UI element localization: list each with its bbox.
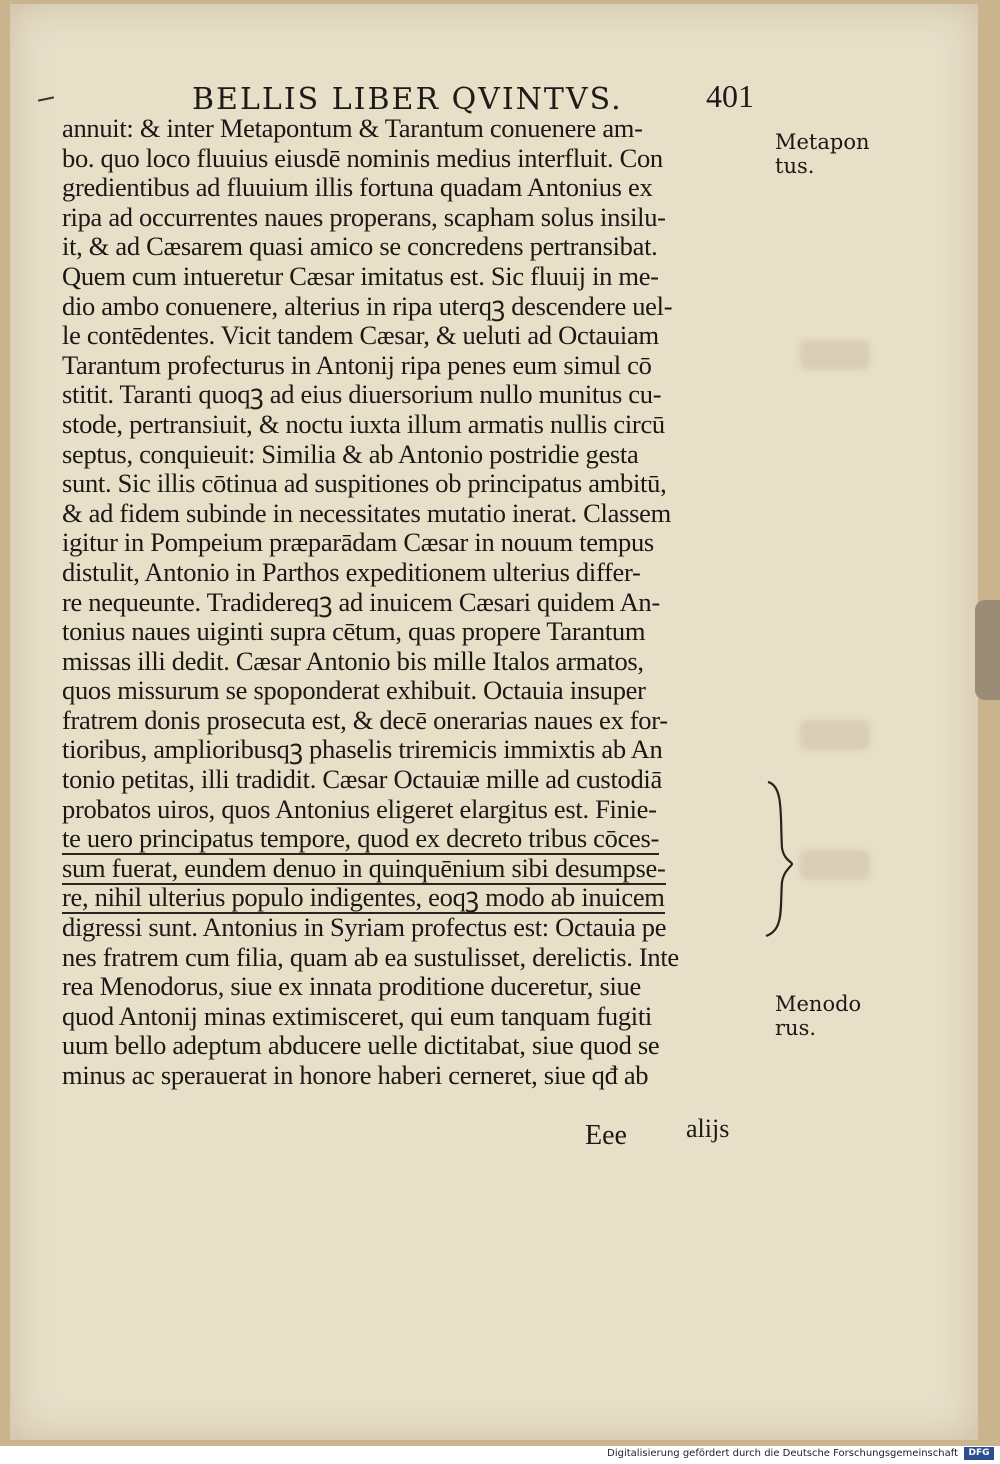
text-line: gredientibus ad fluuium illis fortuna quadam Antonius ex	[62, 172, 653, 203]
running-head: BELLIS LIBER QVINTVS.	[192, 82, 623, 117]
text-line: annuit: & inter Metapontum & Tarantum conuenere am-	[62, 113, 643, 143]
text-line: fratrem donis prosecuta est, & decē onerarias naues ex for-	[62, 704, 668, 735]
text-line: septus, conquieuit: Similia & ab Antonio postridie gesta	[62, 438, 639, 469]
text-line-underlined	[62, 854, 762, 884]
text-line: dio ambo conuenere, alterius in ripa uterqꝫ descendere uel-	[62, 290, 673, 321]
margin-note-menodorus	[775, 992, 861, 1040]
margin-note-metapontus	[775, 130, 870, 178]
text-line: it, & ad Cæsarem quasi amico se concredens pertransibat.	[62, 231, 658, 262]
underlined-text: sum fuerat, eundem denuo in quinquēnium sibi desumpse-	[62, 852, 666, 883]
text-line: re nequeunte. Tradidereqꝫ ad inuicem Cæsari quidem An-	[62, 586, 660, 617]
text-line: minus ac sperauerat in honore haberi cerneret, siue qđ ab	[62, 1060, 649, 1090]
page-number: 401	[706, 78, 754, 114]
text-line-underlined	[62, 883, 762, 913]
text-line: quos missurum se spoponderat exhibuit. Octauia insuper	[62, 675, 646, 706]
text-line: rea Menodorus, siue ex innata proditione duceretur, siue	[62, 971, 641, 1002]
text-line: tonius naues uiginti supra cētum, quas propere Tarantum	[62, 616, 646, 647]
margin-note-line: tus.	[775, 154, 815, 178]
text-line: stode, pertransiuit, & noctu iuxta illum armatis nullis circū	[62, 408, 665, 439]
text-line: probatos uiros, quos Antonius eligeret elargitus est. Finie-	[62, 793, 657, 824]
ink-bleed	[800, 850, 870, 880]
text-line: uum bello adeptum abducere uelle dictitabat, siue quod se	[62, 1030, 660, 1061]
handwritten-bracket	[762, 778, 796, 940]
text-line-underlined	[62, 824, 762, 854]
text-line: ripa ad occurrentes naues properans, scapham solus insilu-	[62, 201, 666, 232]
signature-mark: Eee	[585, 1120, 627, 1151]
text-line: tioribus, amplioribusqꝫ phaselis triremicis immixtis ab An	[62, 734, 663, 765]
text-line: Tarantum profecturus in Antonij ripa penes eum simul cō	[62, 349, 652, 380]
underlined-text: te uero principatus tempore, quod ex decreto tribus cōces-	[62, 823, 660, 854]
footer-credit: Digitalisierung gefördert durch die Deutsche Forschungsgemeinschaft	[607, 1448, 958, 1459]
text-line: nes fratrem cum filia, quam ab ea sustulisset, derelictis. Inte	[62, 941, 679, 972]
margin-note-line: Metapon	[775, 130, 870, 154]
text-line: le contēdentes. Vicit tandem Cæsar, & ueluti ad Octauiam	[62, 320, 659, 351]
text-line: igitur in Pompeium præparādam Cæsar in nouum tempus	[62, 527, 654, 558]
text-line: bo. quo loco fluuius eiusdē nominis medius interfluit. Con	[62, 142, 663, 173]
margin-note-line: Menodo	[775, 992, 862, 1016]
text-line: missas illi dedit. Cæsar Antonio bis mille Italos armatos,	[62, 645, 644, 676]
text-line: & ad fidem subinde in necessitates mutatio inerat. Classem	[62, 497, 671, 528]
text-line: digressi sunt. Antonius in Syriam profectus est: Octauia pe	[62, 912, 667, 943]
margin-note-line: rus.	[775, 1016, 817, 1040]
text-line: tonio petitas, illi tradidit. Cæsar Octauiæ mille ad custodiā	[62, 764, 662, 795]
body-text	[62, 114, 762, 1091]
page-edge-tab	[975, 600, 1000, 700]
ink-bleed	[800, 720, 870, 750]
text-line: quod Antonij minas extimisceret, qui eum tanquam fugiti	[62, 1000, 652, 1031]
text-line: distulit, Antonio in Parthos expeditionem ulterius differ-	[62, 556, 641, 587]
text-line: Quem cum intueretur Cæsar imitatus est. Sic fluuij in me-	[62, 260, 659, 291]
ink-bleed	[800, 340, 870, 370]
catchword: alijs	[686, 1114, 730, 1143]
text-line: sunt. Sic illis cōtinua ad suspitiones ob principatus ambitū,	[62, 468, 667, 499]
text-line: stitit. Taranti quoqꝫ ad eius diuersorium nullo munitus cu-	[62, 379, 662, 410]
underlined-text: re, nihil ulterius populo indigentes, eoqꝫ modo ab inuicem	[62, 882, 665, 913]
dfg-logo-icon: DFG	[964, 1447, 994, 1460]
